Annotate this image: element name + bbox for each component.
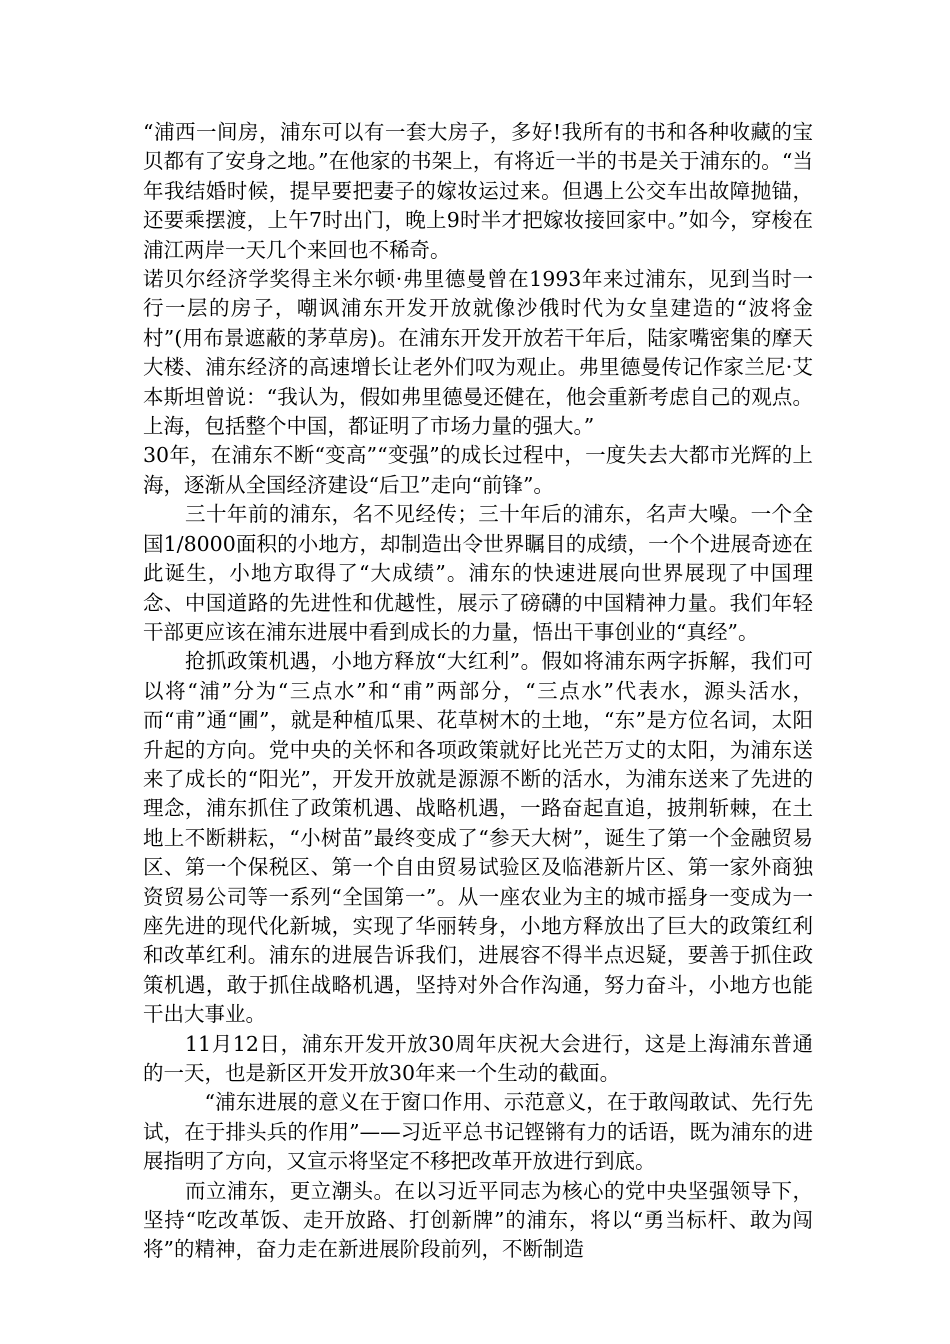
document-page	[143, 118, 813, 1265]
paragraph-2: 诺贝尔经济学奖得主米尔顿·弗里德曼曾在1993年来过浦东，见到当时一行一层的房子，嘲讽浦东开发开放就像沙俄时代为女皇建造的“波将金村”(用布景遮蔽的茅草房)。在浦东开发开放若干年后，陆家嘴密集的摩天大楼、浦东经济的高速增长让老外们叹为观止。弗里德曼传记作家兰尼·艾本斯坦曾说：“我认为，假如弗里德曼还健在，他会重新考虑自己的观点。上海，包括整个中国，都证明了市场力量的强大。”	[143, 267, 813, 439]
paragraph-6: 11月12日，浦东开发开放30周年庆祝大会进行，这是上海浦东普通的一天，也是新区开发开放30年来一个生动的截面。	[143, 1031, 813, 1085]
paragraph-1: “浦西一间房，浦东可以有一套大房子，多好!我所有的书和各种收藏的宝贝都有了安身之地。”在他家的书架上，有将近一半的书是关于浦东的。“当年我结婚时候，提早要把妻子的嫁妆运过来。但遇上公交车出故障抛锚，还要乘摆渡，上午7时出门，晚上9时半才把嫁妆接回家中。”如今，穿梭在浦江两岸一天几个来回也不稀奇。	[143, 120, 813, 262]
paragraph-7: “浦东进展的意义在于窗口作用、示范意义，在于敢闯敢试、先行先试，在于排头兵的作用”——习近平总书记铿锵有力的话语，既为浦东的进展指明了方向，又宣示将坚定不移把改革开放进行到底。	[143, 1090, 813, 1174]
paragraph-5: 抢抓政策机遇，小地方释放“大红利”。假如将浦东两字拆解，我们可以将“浦”分为“三点水”和“甫”两部分，“三点水”代表水，源头活水，而“甫”通“圃”，就是种植瓜果、花草树木的土地，“东”是方位名词，太阳升起的方向。党中央的关怀和各项政策就好比光芒万丈的太阳，为浦东送来了成长的“阳光”，开发开放就是源源不断的活水，为浦东送来了先进的理念，浦东抓住了政策机遇、战略机遇，一路奋起直追，披荆斩棘，在土地上不断耕耘，“小树苗”最终变成了“参天大树”，诞生了第一个金融贸易区、第一个保税区、第一个自由贸易试验区及临港新片区、第一家外商独资贸易公司等一系列“全国第一”。从一座农业为主的城市摇身一变成为一座先进的现代化新城，实现了华丽转身，小地方释放出了巨大的政策红利和改革红利。浦东的进展告诉我们，进展容不得半点迟疑，要善于抓住政策机遇，敢于抓住战略机遇，坚持对外合作沟通，努力奋斗，小地方也能干出大事业。	[143, 649, 813, 1027]
paragraph-8: 而立浦东，更立潮头。在以习近平同志为核心的党中央坚强领导下，坚持“吃改革饭、走开放路、打创新牌”的浦东，将以“勇当标杆、敢为闯将”的精神，奋力走在新进展阶段前列，不断制造	[143, 1178, 813, 1262]
paragraph-4: 三十年前的浦东，名不见经传；三十年后的浦东，名声大噪。一个全国1/8000面积的小地方，却制造出令世界瞩目的成绩，一个个进展奇迹在此诞生，小地方取得了“大成绩”。浦东的快速进展向世界展现了中国理念、中国道路的先进性和优越性，展示了磅礴的中国精神力量。我们年轻干部更应该在浦东进展中看到成长的力量，悟出干事创业的“真经”。	[143, 502, 813, 644]
paragraph-3: 30年，在浦东不断“变高”“变强”的成长过程中，一度失去大都市光辉的上海，逐渐从全国经济建设“后卫”走向“前锋”。	[143, 443, 813, 497]
